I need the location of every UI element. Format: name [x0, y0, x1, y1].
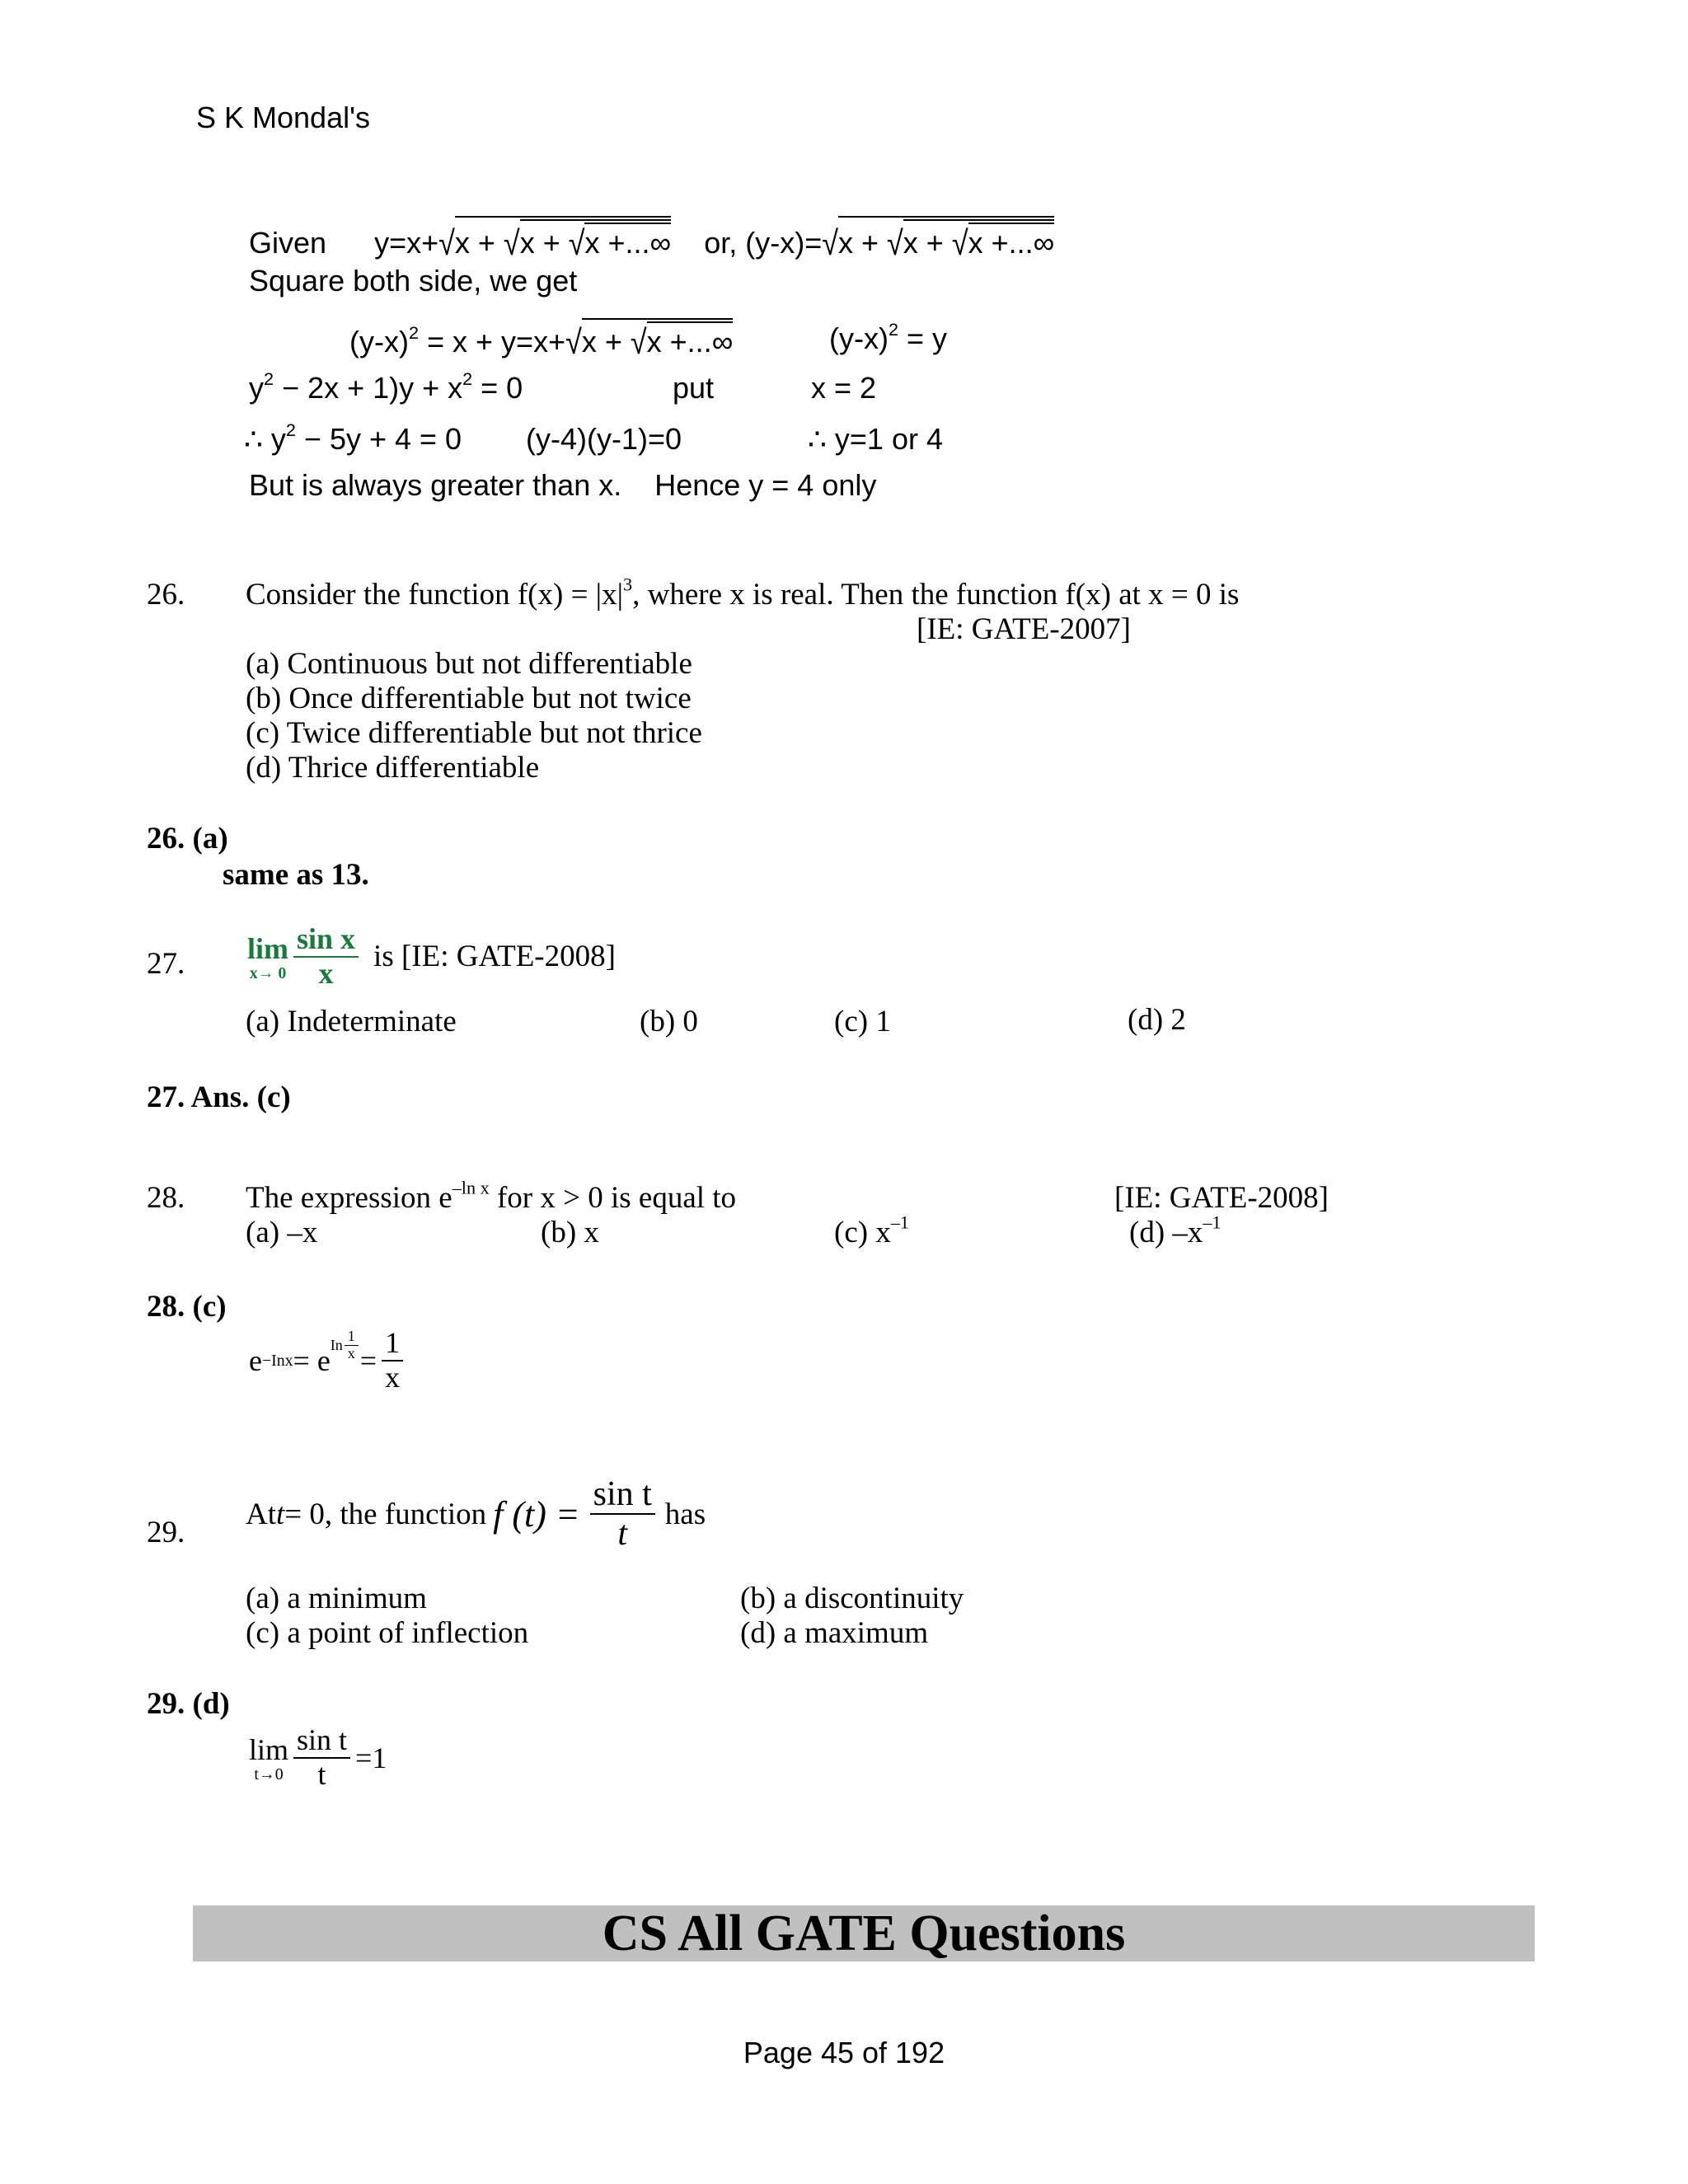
q26-option-d: (d) Thrice differentiable	[246, 751, 540, 785]
equation-3: ∴ $y^2 - 5y + 4 = 0$	[244, 419, 462, 456]
roots: ∴ y=1 or 4	[808, 422, 943, 456]
question-26-stem: Consider the function $f(x) = |x|^3$, where x is real. Then the function f(x) at x = 0 is	[246, 574, 1240, 612]
given-lhs: y=x+	[374, 226, 439, 260]
q27-option-b: (b) 0	[640, 1005, 698, 1038]
q29-option-b: (b) a discontinuity	[740, 1582, 964, 1615]
q26-answer-note: same as 13.	[223, 858, 369, 892]
section-banner-title: CS All GATE Questions	[602, 1905, 1126, 1961]
q28-option-b: (b) x	[541, 1216, 599, 1249]
q29-option-d: (d) a maximum	[740, 1616, 929, 1650]
q29-option-a: (a) a minimum	[246, 1582, 427, 1615]
page-number: Page 45 of 192	[743, 2036, 945, 2069]
equation-2: $y^2 - 2x + 1)y + x^2 = 0$	[249, 368, 523, 405]
or-label: or, (y-x)=	[704, 226, 823, 260]
function-f-of-t: f (t) =	[493, 1493, 580, 1535]
conclusion: But is always greater than x. Hence y = 4 only	[249, 468, 877, 502]
q26-option-c: (c) Twice differentiable but not thrice	[246, 716, 702, 750]
question-27-stem: lim x→ 0 $\frac{\text{sin x}}{x}$ is [IE: GATE-2008]	[247, 922, 616, 990]
q28-option-d: (d) $-x^{-1}$	[1129, 1212, 1221, 1249]
x-value: x = 2	[811, 371, 877, 405]
square-line: Square both side, we get	[249, 264, 578, 298]
nested-radical-2: √x + √x + √x +...∞	[822, 216, 1054, 260]
question-28-source: [IE: GATE-2008]	[1114, 1181, 1329, 1215]
put-label: put	[673, 371, 715, 405]
question-number-27: 27.	[147, 947, 185, 981]
q28-option-c: (c) $x^{-1}$	[834, 1212, 910, 1249]
q26-option-b: (b) Once differentiable but not twice	[246, 682, 692, 715]
question-28-stem: The expression $e^{-ln x}$ for x > 0 is equal to	[246, 1177, 737, 1215]
question-number-28: 28.	[147, 1181, 185, 1215]
q28-solution: e −Inx = e In $\frac{1}{x}$ = $\frac{1}{x}$	[249, 1327, 408, 1394]
question-number-26: 26.	[147, 578, 185, 612]
question-number-29: 29.	[147, 1516, 185, 1549]
q27-option-c: (c) 1	[834, 1005, 891, 1038]
q27-option-d: (d) 2	[1128, 1003, 1186, 1037]
equation-1: $(y-x)^2 = x + y=x+√x + √x$ +...∞	[349, 318, 733, 359]
sint-over-t: $\frac{\text{sin t}}{t}$	[590, 1475, 655, 1553]
q28-answer: 28. (c)	[147, 1290, 227, 1324]
question-26-source: [IE: GATE-2007]	[917, 612, 1131, 646]
nested-radical-1: √x + √x + √x +...∞	[438, 216, 671, 260]
section-banner	[193, 1905, 1535, 1961]
q28-option-a: (a) –x	[246, 1216, 318, 1249]
q26-option-a: (a) Continuous but not differentiable	[246, 647, 692, 681]
running-header: S K Mondal's	[196, 101, 370, 134]
limit-operator: lim x→ 0	[247, 931, 288, 982]
q29-option-c: (c) a point of inflection	[246, 1616, 529, 1650]
q29-answer: 29. (d)	[147, 1687, 230, 1721]
factored-form: (y-4)(y-1)=0	[526, 422, 682, 456]
q27-option-a: (a) Indeterminate	[246, 1005, 457, 1038]
q27-answer: 27. Ans. (c)	[147, 1080, 291, 1114]
limit-fraction: $\frac{\text{sin x}}{x}$	[293, 923, 359, 990]
q29-solution: lim t→0 $\frac{\text{sin t}}{t}$ =1	[249, 1723, 387, 1791]
question-29-stem: At t = 0, the function f (t) = $\frac{\text{sin t}}{t}$ has	[246, 1475, 706, 1554]
equation-1-rhs: $(y-x)^2 = y$	[829, 318, 948, 355]
given-line	[249, 216, 1054, 260]
given-label: Given	[249, 226, 327, 260]
q26-answer: 26. (a)	[147, 822, 228, 855]
